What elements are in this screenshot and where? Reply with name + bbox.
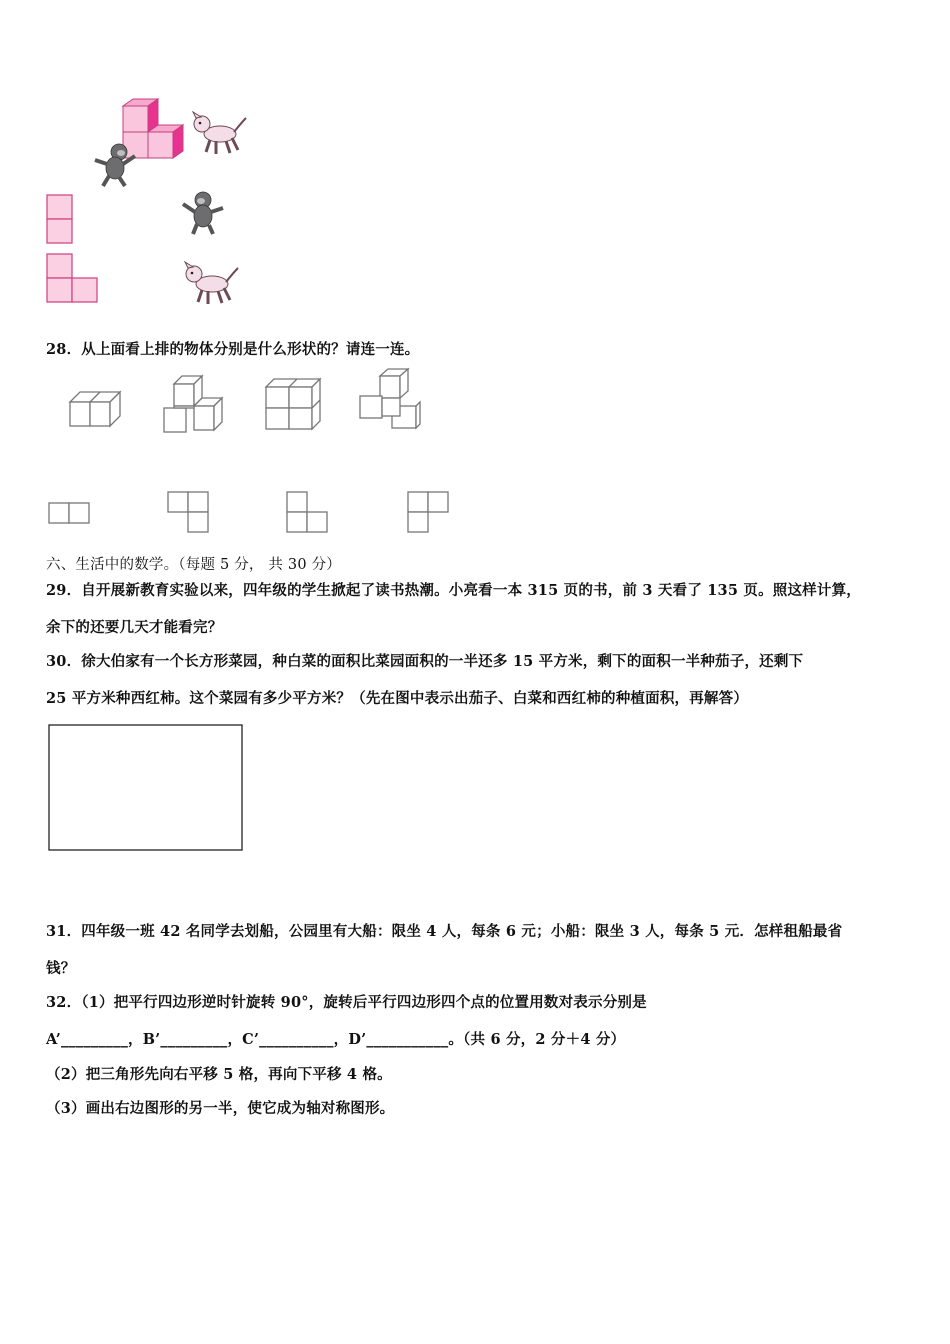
view-two-stacked (46, 194, 74, 246)
object-1-two-cubes (68, 386, 124, 432)
question-31-line-1: 31．四年级一班 42 名同学去划船，公园里有大船：限坐 4 人，每条 6 元；小船：限坐 3 人，每条 5 元．怎样租船最省 (46, 923, 843, 940)
object-4-four-cubes (358, 368, 424, 432)
question-29-line-2: 余下的还要几天才能看完？ (46, 619, 223, 636)
question-30-line-2: 25 平方米种西红柿。这个菜园有多少平方米？（先在图中表示出茄子、白菜和西红柿的种植面积，再解答） (46, 690, 749, 707)
section-6-heading: 六、生活中的数学。（每题 5 分， 共 30 分） (46, 557, 341, 573)
question-32-line-2: A’_________，B’_________，C’__________，D’___________。（共 6 分，2 分＋4 分） (46, 1031, 626, 1048)
monkey-icon (181, 190, 225, 236)
top-view-4 (407, 491, 451, 535)
question-32-line-1: 32．（1）把平行四边形逆时针旋转 90°，旋转后平行四边形四个点的位置用数对表示分别是 (46, 994, 647, 1011)
top-view-3 (286, 491, 330, 535)
monkey-icon (93, 142, 137, 188)
object-3-four-cubes (264, 377, 324, 433)
question-30-line-1: 30．徐大伯家有一个长方形菜园，种白菜的面积比菜园面积的一半还多 15 平方米，剩下的面积一半种茄子，还剩下 (46, 653, 804, 670)
view-l-shape (46, 253, 100, 305)
question-31-line-2: 钱？ (46, 960, 76, 977)
question-28: 28．从上面看上排的物体分别是什么形状的？请连一连。 (46, 341, 420, 358)
question-29-line-1: 29．自开展新教育实验以来，四年级的学生掀起了读书热潮。小亮看一本 315 页的书，前 3 天看了 135 页。照这样计算， (46, 582, 861, 599)
garden-rectangle (48, 724, 244, 852)
dog-icon (190, 112, 248, 156)
top-view-2 (167, 491, 211, 535)
top-view-1 (48, 502, 92, 526)
object-2-three-cubes (162, 374, 226, 436)
dog-icon (182, 262, 240, 306)
question-32-line-3: （2）把三角形先向右平移 5 格，再向下平移 4 格。 (46, 1066, 392, 1083)
question-32-line-4: （3）画出右边图形的另一半，使它成为轴对称图形。 (46, 1100, 395, 1117)
